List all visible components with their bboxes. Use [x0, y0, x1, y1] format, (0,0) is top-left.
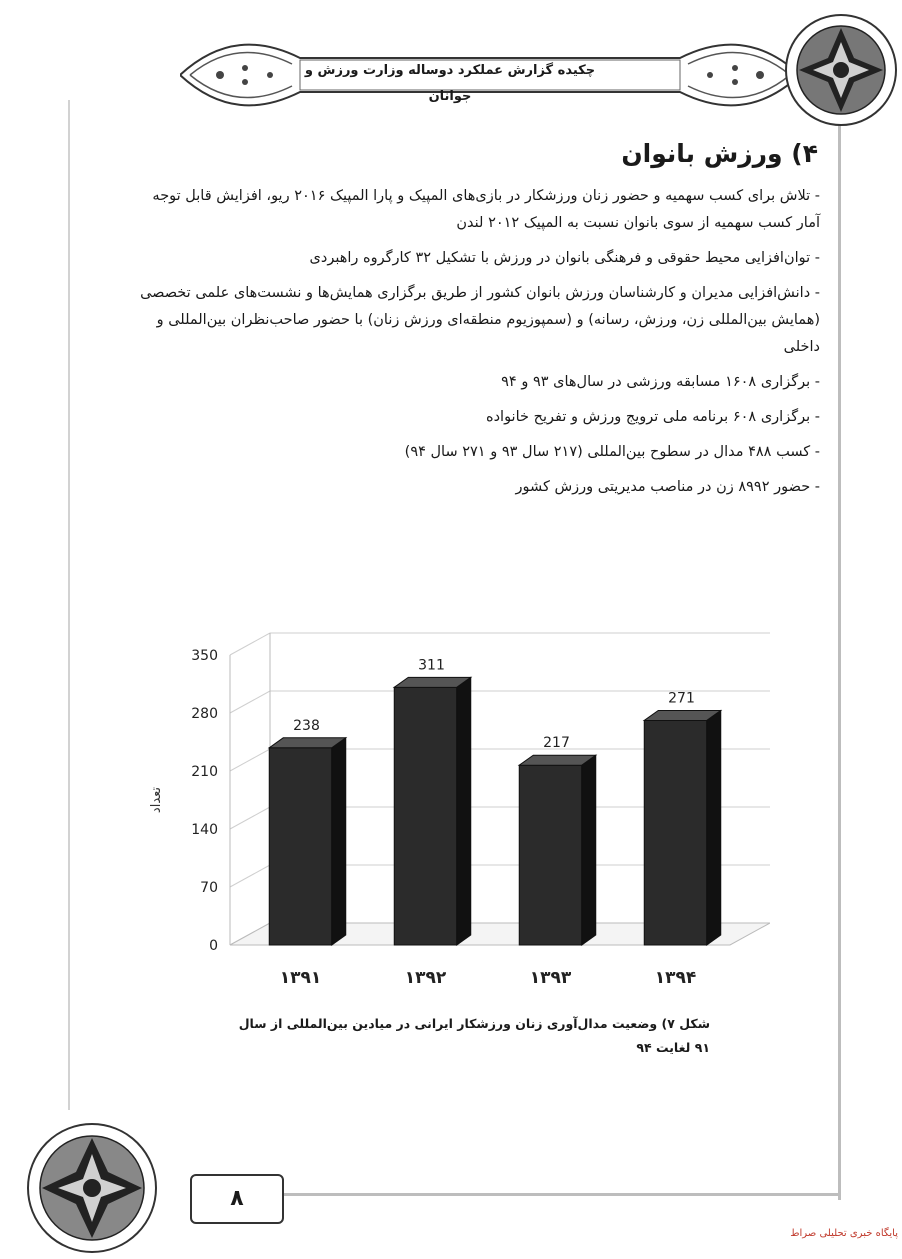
data-label: 217	[543, 735, 570, 752]
x-tick-label: ۱۳۹۳	[529, 968, 572, 988]
x-tick-label: ۱۳۹۴	[654, 968, 697, 988]
gridline-depth	[230, 633, 270, 655]
bullet-item: - توان‌افزایی محیط حقوقی و فرهنگی بانوان در ورزش با تشکیل ۳۲ کارگروه راهبردی	[309, 250, 820, 266]
page-frame-right	[838, 120, 841, 1200]
y-axis-label: تعداد	[149, 786, 164, 814]
page-frame-bottom	[265, 1193, 841, 1196]
y-tick-label: 0	[209, 938, 218, 954]
data-label: 311	[418, 657, 445, 674]
bar-side	[582, 755, 596, 945]
bar-top	[519, 755, 596, 765]
x-tick-label: ۱۳۹۲	[404, 968, 447, 988]
bar	[519, 765, 582, 945]
corner-ornament-top-right	[782, 10, 900, 130]
bar-side	[457, 677, 471, 945]
bullet-item: - تلاش برای کسب سهمیه و حضور زنان ورزشکار در بازی‌های المپیک و پارا المپیک ۲۰۱۶ ریو، افزایش قابل توجه آمار کسب سهمیه از سوی بانوان نسبت به المپیک ۲۰۱۲ لندن	[152, 188, 820, 231]
gridline-depth	[230, 749, 270, 771]
bullet-item: - برگزاری ۶۰۸ برنامه ملی ترویج ورزش و تفریح خانواده	[485, 409, 820, 425]
bar	[644, 720, 707, 945]
bullet-item: - دانش‌افزایی مدیران و کارشناسان ورزش بانوان کشور از طریق برگزاری همایش‌ها و نشست‌های علمی تخصصی (همایش بین‌المللی زن، ورزش، رسانه) و (سمپوزیوم منطقه‌ای ورزش زنان) با حضور صاحب‌نظران بین‌المللی و داخلی	[140, 285, 820, 355]
gridline-depth	[230, 691, 270, 713]
site-watermark: پایگاه خبری تحلیلی صراط	[790, 1228, 898, 1239]
gridline-depth	[230, 865, 270, 887]
medal-chart	[130, 610, 770, 1000]
bar-top	[644, 710, 721, 720]
section-title: ۴) ورزش بانوان	[621, 139, 818, 168]
header-title: چکیده گزارش عملکرد دوساله وزارت ورزش و جوانان	[304, 63, 596, 104]
data-label: 271	[668, 690, 695, 707]
x-tick-label: ۱۳۹۱	[279, 968, 322, 988]
bar-top	[394, 677, 471, 687]
bullet-item: - حضور ۸۹۹۲ زن در مناصب مدیریتی ورزش کشور	[515, 479, 820, 495]
figure-caption: شکل ۷) وضعیت مدال‌آوری زنان ورزشکار ایرانی در میادین بین‌المللی از سال ۹۱ لغایت ۹۴	[238, 1016, 710, 1055]
page-frame-left	[68, 100, 70, 1110]
y-tick-label: 350	[191, 648, 218, 664]
page-number: ۸	[230, 1186, 244, 1211]
y-tick-label: 280	[191, 706, 218, 722]
data-label: 238	[293, 717, 320, 734]
bar	[269, 748, 332, 945]
y-tick-label: 210	[191, 764, 218, 780]
bullet-item: - برگزاری ۱۶۰۸ مسابقه ورزشی در سال‌های ۹۳ و ۹۴	[501, 374, 820, 390]
corner-ornament-bottom-left	[22, 1118, 162, 1258]
bullet-list	[130, 183, 820, 509]
bar-top	[269, 738, 346, 748]
bar	[394, 687, 457, 945]
y-tick-label: 70	[200, 880, 218, 896]
bar-side	[707, 710, 721, 945]
chart-svg	[130, 610, 770, 1000]
bullet-item: - کسب ۴۸۸ مدال در سطوح بین‌المللی (۲۱۷ سال ۹۳ و ۲۷۱ سال ۹۴)	[404, 444, 820, 460]
page-number-box	[190, 1174, 284, 1224]
bar-side	[332, 738, 346, 945]
gridline-depth	[230, 807, 270, 829]
y-tick-label: 140	[191, 822, 218, 838]
